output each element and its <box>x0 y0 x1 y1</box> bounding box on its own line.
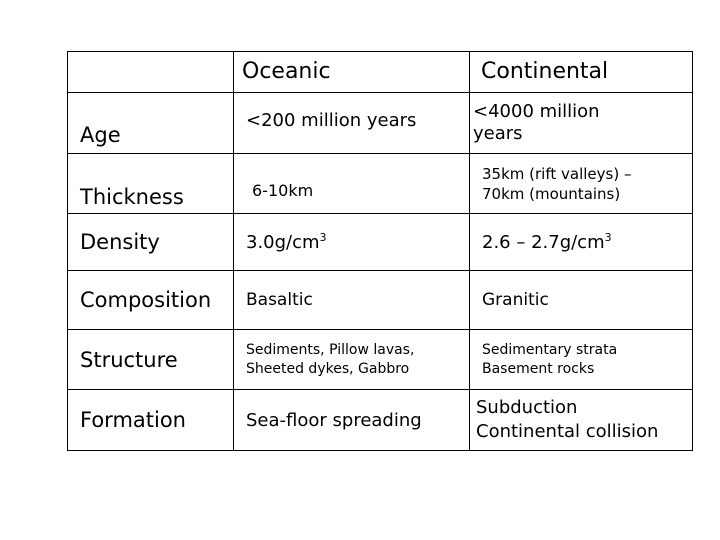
row-age <box>68 93 693 154</box>
continental-density-value: 2.6 – 2.7g/cm <box>482 232 605 253</box>
oceanic-structure-text: Sediments, Pillow lavas, Sheeted dykes, Gabbro <box>246 341 415 377</box>
continental-thickness-text: 35km (rift valleys) – 70km (mountains) <box>482 164 632 203</box>
oceanic-density-exponent: 3 <box>319 231 327 244</box>
oceanic-density <box>234 214 470 271</box>
row-label-age: Age <box>68 93 234 154</box>
header-oceanic: Oceanic <box>234 52 470 93</box>
continental-formation-text: Subduction Continental collision <box>476 397 659 442</box>
oceanic-age: <200 million years <box>234 93 470 154</box>
row-formation <box>68 390 693 451</box>
oceanic-density-value: 3.0g/cm <box>246 232 320 253</box>
row-label-thickness: Thickness <box>68 154 234 214</box>
row-density <box>68 214 693 271</box>
continental-age-text: <4000 million years <box>473 101 600 144</box>
row-structure <box>68 330 693 390</box>
continental-age <box>470 93 693 154</box>
row-label-composition: Composition <box>68 271 234 330</box>
row-label-formation: Formation <box>68 390 234 451</box>
continental-composition: Granitic <box>470 271 693 330</box>
continental-density-exponent: 3 <box>604 231 612 244</box>
oceanic-thickness: 6-10km <box>234 154 470 214</box>
row-composition <box>68 271 693 330</box>
row-label-density: Density <box>68 214 234 271</box>
oceanic-structure <box>234 330 470 390</box>
oceanic-composition: Basaltic <box>234 271 470 330</box>
header-blank-cell <box>68 52 234 93</box>
row-thickness <box>68 154 693 214</box>
table-header-row <box>68 52 693 93</box>
header-continental: Continental <box>470 52 693 93</box>
continental-structure-text: Sedimentary strata Basement rocks <box>482 341 618 377</box>
continental-thickness <box>470 154 693 214</box>
continental-structure <box>470 330 693 390</box>
continental-formation <box>470 390 693 451</box>
continental-density <box>470 214 693 271</box>
row-label-structure: Structure <box>68 330 234 390</box>
oceanic-formation: Sea-floor spreading <box>234 390 470 451</box>
crust-comparison-table <box>67 51 693 451</box>
